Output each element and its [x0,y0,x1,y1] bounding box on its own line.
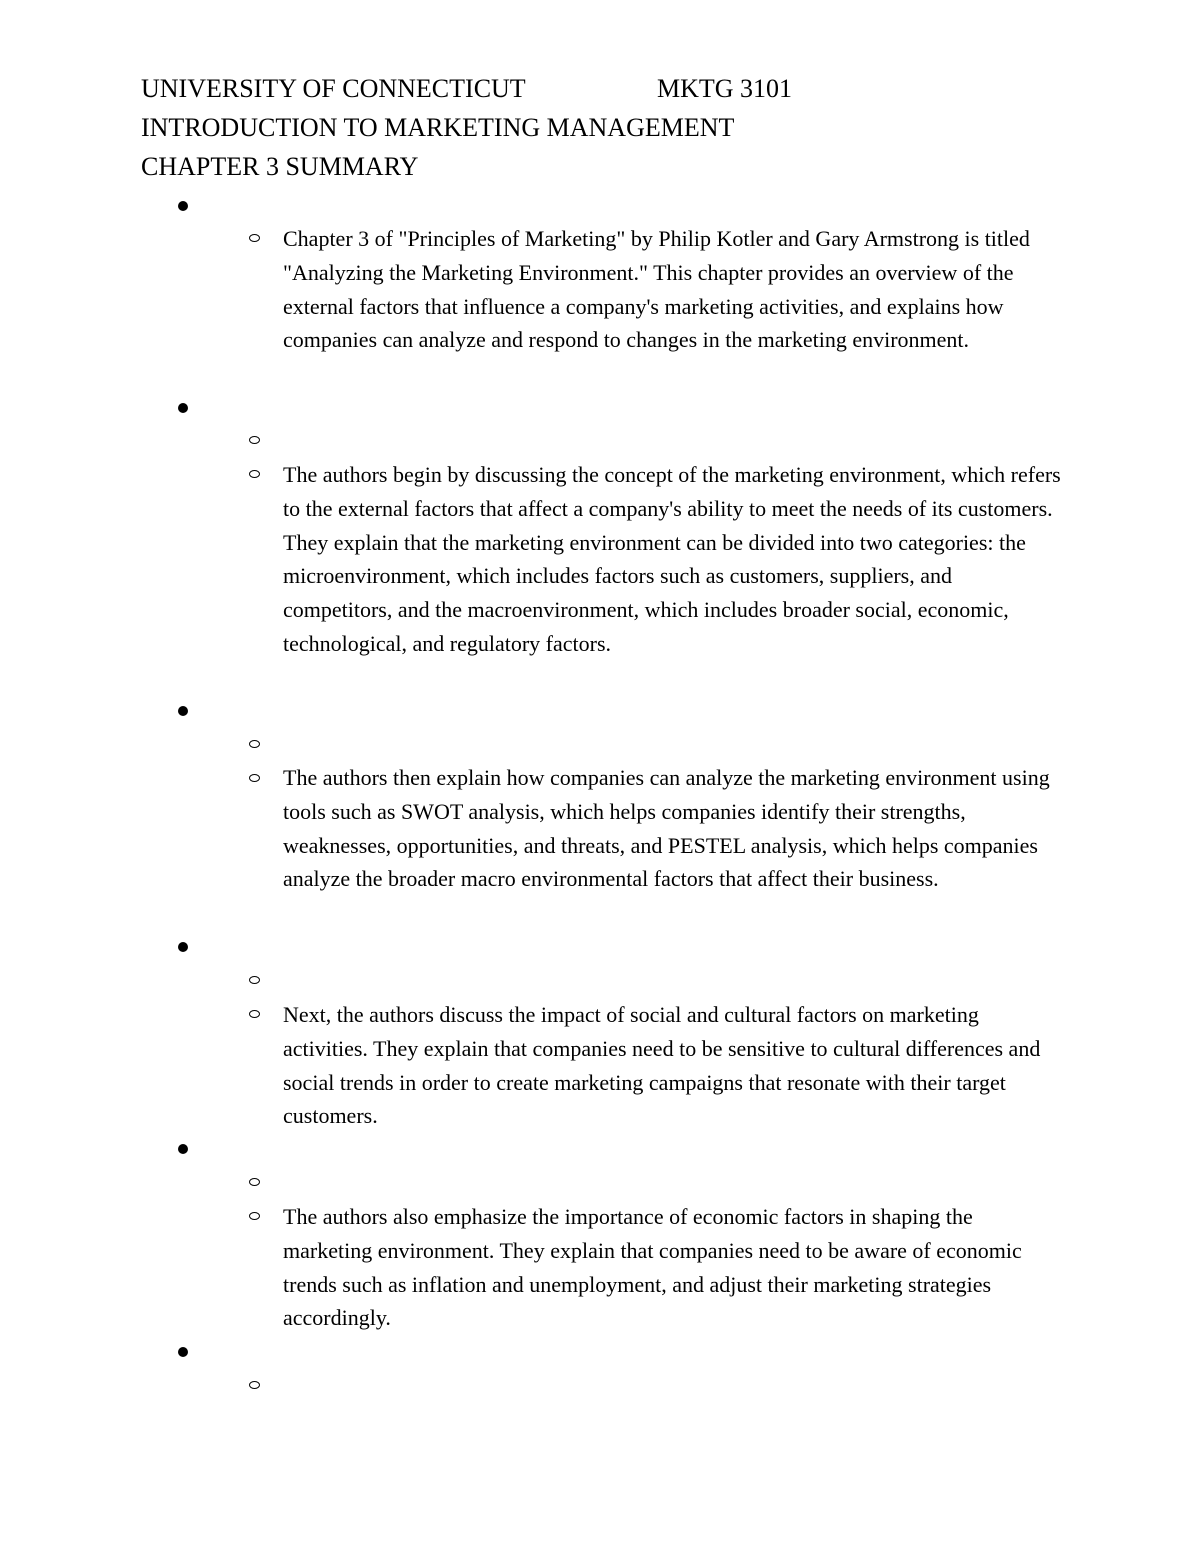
bullet-icon [178,1347,188,1357]
bullet-icon [178,1144,188,1154]
hollow-bullet-icon [249,1212,260,1220]
hollow-bullet-icon [249,1010,260,1018]
bullet-icon [178,201,188,211]
hollow-bullet-icon [249,436,260,444]
summary-paragraph: The authors then explain how companies can analyze the marketing environment using tools such as SWOT analysis, which helps companies identify their strengths, weaknesses, opportunities, and threats, and PESTEL analysis, which helps companies analyze the broader macro environmental factors that affect their business. [283,765,1050,892]
hollow-bullet-icon [249,976,260,984]
university-heading: UNIVERSITY OF CONNECTICUT [141,74,526,103]
bullet-icon [178,403,188,413]
summary-paragraph: The authors also emphasize the importance of economic factors in shaping the marketing environment. They explain that companies need to be aware of economic trends such as inflation and unemployment, and adjust their marketing strategies accordingly. [283,1204,1022,1331]
bullet-icon [178,706,188,716]
chapter-title: CHAPTER 3 SUMMARY [141,152,419,181]
hollow-bullet-icon [249,1178,260,1186]
summary-paragraph: The authors begin by discussing the concept of the marketing environment, which refers to the external factors that affect a company's ability to meet the needs of its customers. They explain that the marketing environment can be divided into two categories: the microenvironment, which includes factors such as customers, suppliers, and competitors, and the macroenvironment, which includes broader social, economic, technological, and regulatory factors. [283,462,1061,656]
course-code: MKTG 3101 [657,74,793,103]
summary-paragraph: Next, the authors discuss the impact of social and cultural factors on marketing activities. They explain that companies need to be sensitive to cultural differences and social trends in order to create marketing campaigns that resonate with their target customers. [283,1002,1041,1129]
summary-paragraph: Chapter 3 of "Principles of Marketing" by Philip Kotler and Gary Armstrong is titled "Analyzing the Marketing Environment." This chapter provides an overview of the external factors that influence a company's marketing activities, and explains how companies can analyze and respond to changes in the marketing environment. [283,226,1030,353]
course-title: INTRODUCTION TO MARKETING MANAGEMENT [141,113,735,142]
hollow-bullet-icon [249,234,260,242]
hollow-bullet-icon [249,740,260,748]
hollow-bullet-icon [249,470,260,478]
bullet-icon [178,942,188,952]
hollow-bullet-icon [249,774,260,782]
hollow-bullet-icon [249,1381,260,1389]
